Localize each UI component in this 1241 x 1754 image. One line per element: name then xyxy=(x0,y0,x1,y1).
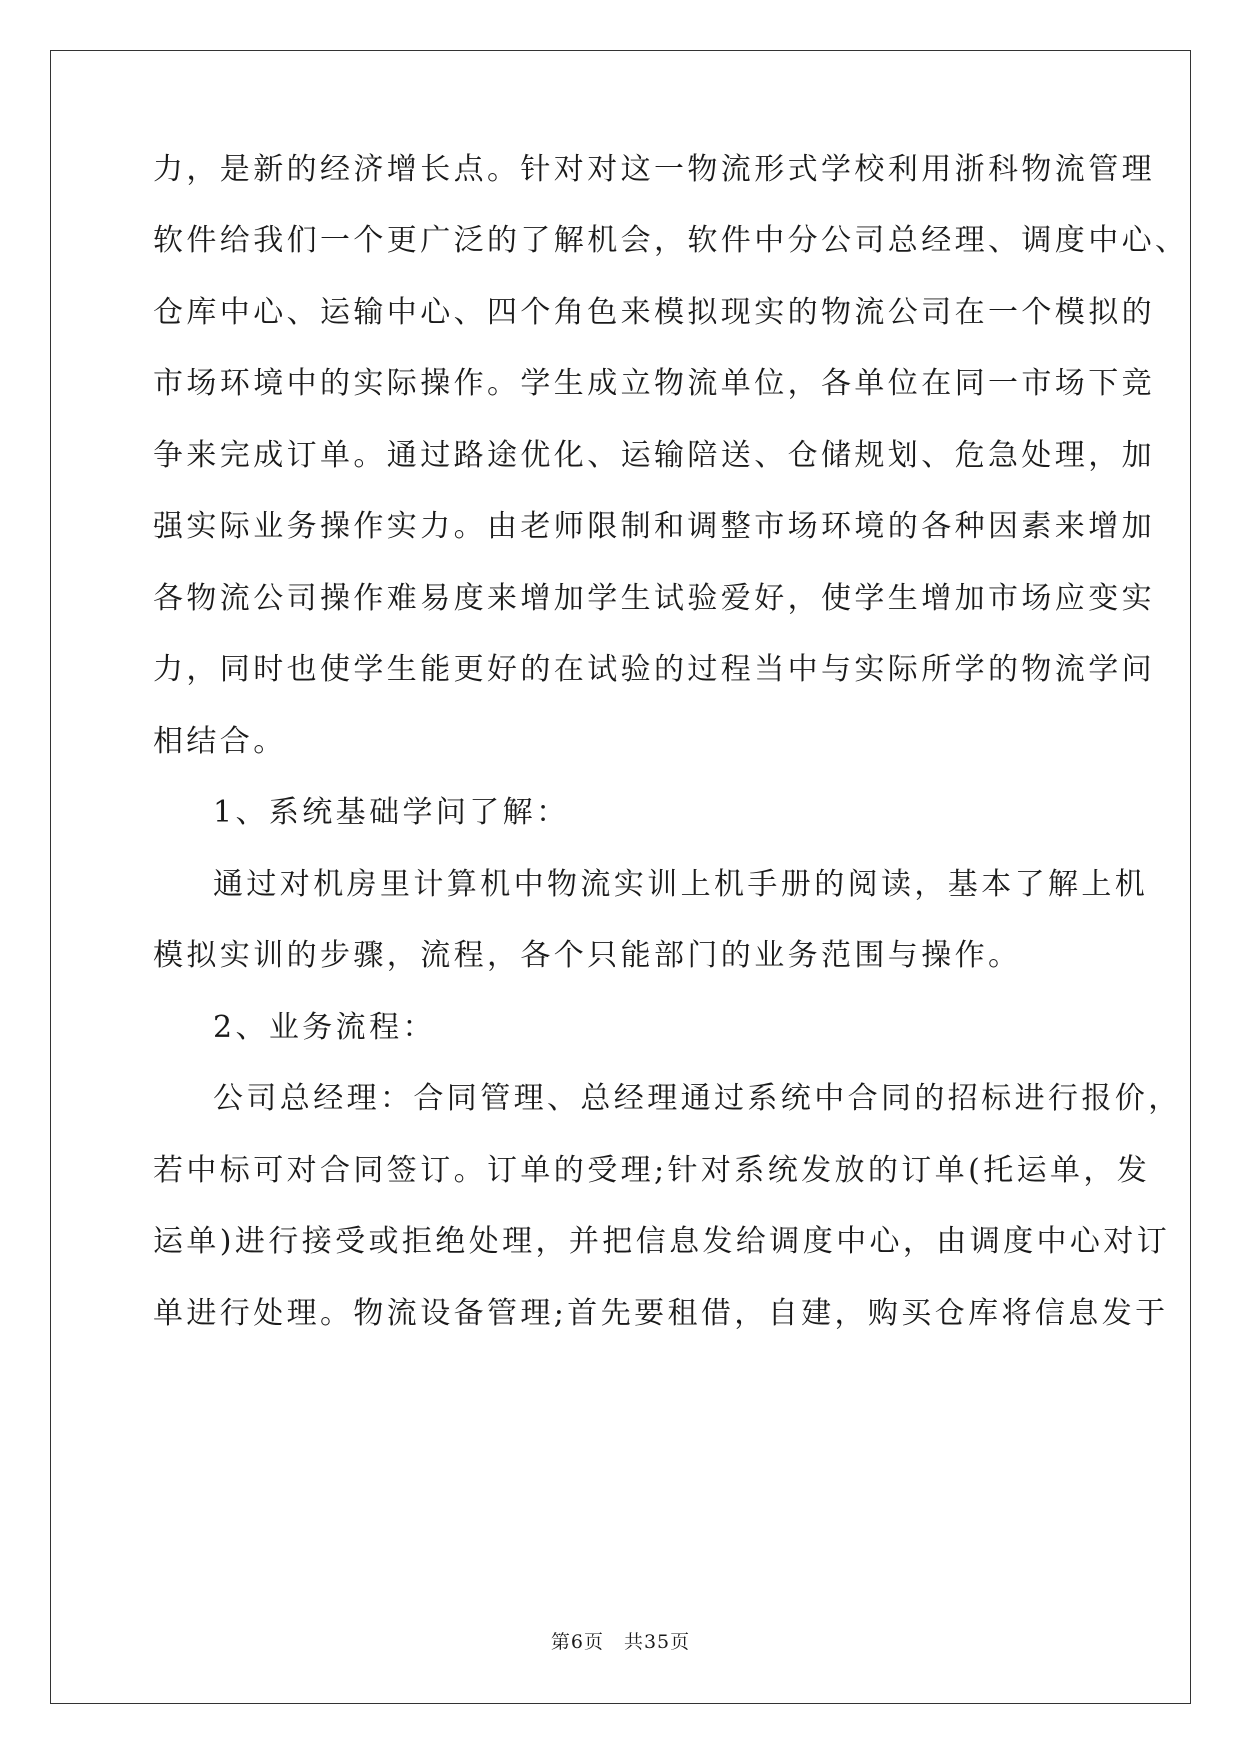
body-line: 模拟实训的步骤，流程，各个只能部门的业务范围与操作。 xyxy=(153,938,1022,973)
body-line: 力，是新的经济增长点。针对对这一物流形式学校利用浙科物流管理 xyxy=(153,152,1155,187)
body-line: 强实际业务操作实力。由老师限制和调整市场环境的各种因素来增加 xyxy=(153,509,1155,544)
page-number: 第6页 共35页 xyxy=(550,1631,691,1653)
body-line: 单进行处理。物流设备管理;首先要租借，自建，购买仓库将信息发于 xyxy=(153,1296,1169,1331)
section-heading: 1、系统基础学问了解： xyxy=(213,795,570,830)
section-heading: 2、业务流程： xyxy=(213,1010,436,1045)
body-line: 力，同时也使学生能更好的在试验的过程当中与实际所学的物流学问 xyxy=(153,652,1155,687)
body-line: 相结合。 xyxy=(153,724,287,759)
body-line: 若中标可对合同签订。订单的受理;针对系统发放的订单(托运单，发 xyxy=(153,1153,1151,1188)
body-line: 市场环境中的实际操作。学生成立物流单位，各单位在同一市场下竞 xyxy=(153,366,1155,401)
body-line: 通过对机房里计算机中物流实训上机手册的阅读，基本了解上机 xyxy=(213,867,1149,902)
body-line: 公司总经理：合同管理、总经理通过系统中合同的招标进行报价， xyxy=(213,1081,1182,1116)
body-line: 软件给我们一个更广泛的了解机会，软件中分公司总经理、调度中心、 xyxy=(153,223,1189,258)
body-line: 运单)进行接受或拒绝处理，并把信息发给调度中心，由调度中心对订 xyxy=(153,1224,1171,1259)
body-line: 争来完成订单。通过路途优化、运输陪送、仓储规划、危急处理，加 xyxy=(153,438,1155,473)
body-line: 各物流公司操作难易度来增加学生试验爱好，使学生增加市场应变实 xyxy=(153,581,1155,616)
body-line: 仓库中心、运输中心、四个角色来模拟现实的物流公司在一个模拟的 xyxy=(153,295,1155,330)
